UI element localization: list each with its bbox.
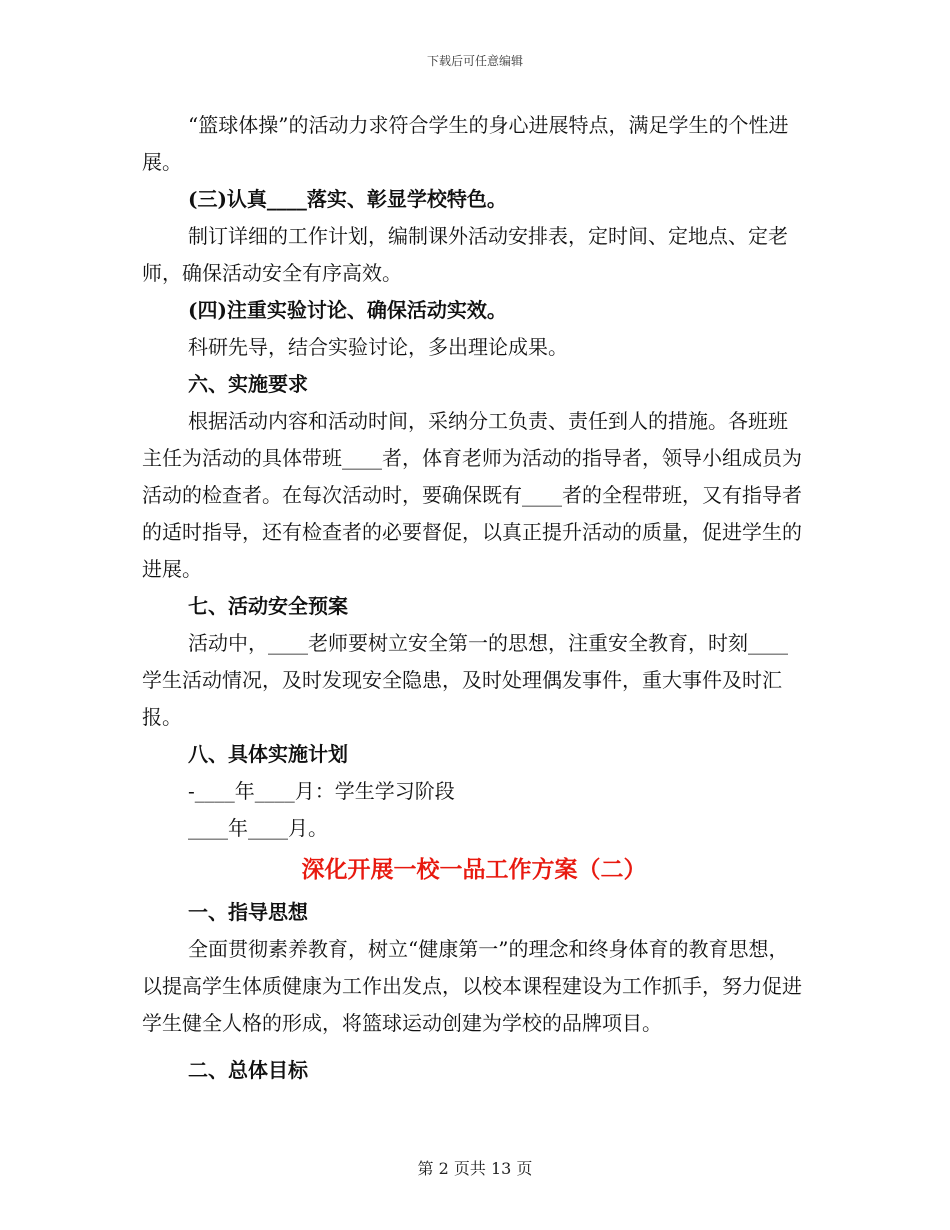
heading-implementation-requirements: 六、实施要求 bbox=[188, 372, 308, 396]
heading-implementation-plan: 八、具体实施计划 bbox=[188, 742, 348, 766]
document-body bbox=[142, 107, 806, 1089]
section-title-2: 深化开展一校一品工作方案（二） bbox=[301, 856, 647, 883]
heading-overall-goal: 二、总体目标 bbox=[188, 1058, 308, 1082]
paragraph-implementation: 根据活动内容和活动时间，采纳分工负责、责任到人的措施。各班班主任为活动的具体带班____者，体育老师为活动的指导者，领导小组成员为活动的检查者。在每次活动时，要确保既有____者的全程带班，又有指导者的适时指导，还有检查者的必要督促，以真正提升活动的质量，促进学生的进展。 bbox=[142, 409, 802, 581]
paragraph-guiding-ideology: 全面贯彻素养教育，树立“健康第一”的理念和终身体育的教育思想，以提高学生体质健康为工作出发点，以校本课程建设为工作抓手，努力促进学生健全人格的形成，将篮球运动创建为学校的品牌项目。 bbox=[142, 937, 802, 1035]
page-footer: 第 2 页共 13 页 bbox=[417, 1159, 533, 1178]
page-header: 下载后可任意编辑 bbox=[426, 54, 523, 68]
heading-section-4: (四)注重实验讨论、确保活动实效。 bbox=[188, 298, 507, 322]
paragraph-basketball-gym: “篮球体操”的活动力求符合学生的身心进展特点，满足学生的个性进展。 bbox=[142, 113, 789, 174]
paragraph-research: 科研先导，结合实验讨论，多出理论成果。 bbox=[188, 335, 568, 359]
heading-safety-plan: 七、活动安全预案 bbox=[188, 594, 348, 618]
heading-guiding-ideology: 一、指导思想 bbox=[188, 900, 308, 924]
heading-section-3: (三)认真____落实、彰显学校特色。 bbox=[188, 187, 507, 211]
paragraph-work-plan: 制订详细的工作计划，编制课外活动安排表，定时间、定地点、定老师，确保活动安全有序高效。 bbox=[142, 224, 788, 285]
paragraph-safety: 活动中，____老师要树立安全第一的思想，注重安全教育，时刻____学生活动情况，及时发现安全隐患，及时处理偶发事件，重大事件及时汇报。 bbox=[142, 631, 788, 729]
plan-line-2: ____年____月。 bbox=[188, 816, 328, 840]
plan-line-1: -____年____月：学生学习阶段 bbox=[188, 779, 455, 803]
